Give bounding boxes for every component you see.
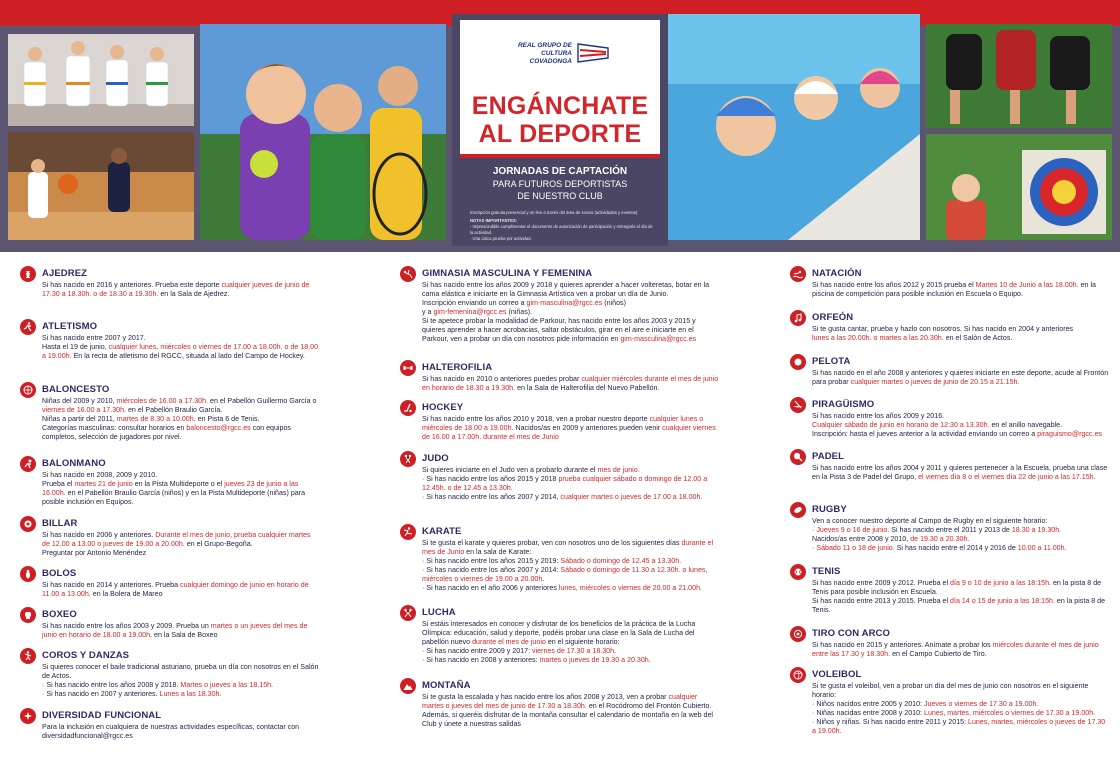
section-body: Para la inclusión en cualquiera de nuestras actividades específicas, contactar con diversidadfuncional@rgcc.es: [42, 723, 300, 740]
section-body: Si has nacido entre 2007 y 2017. Hasta el 19 de junio, cualquier lunes, miércoles o viernes de 17.00 a 18.00h. o de 18.00 a 19.00h. En la recta de atletismo del RGCC, situada al lado del Campo de Hockey.: [42, 334, 319, 360]
section-body: Si has nacido en 2016 y anteriores. Prueba este deporte cualquier jueves de junio de 17.30 a 18.30h. o de 18.30 a 19.30h. en la Sala de Ajedrez.: [42, 281, 310, 298]
section-lucha: [400, 605, 720, 675]
section-title: VOLEIBOL: [812, 669, 862, 680]
section-halterofilia: [400, 360, 720, 400]
section-body: Si estáis interesados en conocer y disfrutar de los beneficios de la práctica de la Lucha Olímpica: educación, salud y deporte, podéis probar una clase en la Sala de Lucha del pabellón nuevo durante el mes de junio en el siguiente horario: · Si has nacido entre 2009 y 2017: viernes de 17.30 a 18.30h. · Si has nacido en 2008 y anteriores: martes o jueves de 19.30 a 20.30h.: [422, 620, 696, 664]
section-body: Ven a conocer nuestro deporte al Campo de Rugby en el siguiente horario: · Jueves 9 o 16 de junio. Si has nacido entre el 2011 y 2013 de 18.30 a 19.30h. Nacidos/as entre 2008 y 2010, de 19.30 a 20.30h. · Sábado 11 o 18 de junio. Si has nacido entre el 2014 y 2016 de 10.00 a 11.00h.: [812, 517, 1067, 552]
jornadas-line-3: DE NUESTRO CLUB: [517, 191, 603, 201]
headline-line-2: AL DEPORTE: [478, 120, 642, 148]
section-title: ATLETISMO: [42, 321, 98, 332]
section-body: Si has nacido entre los años 2003 y 2009. Prueba un martes o un jueves del mes de junio en horario de 18.00 a 19.00h. en la Sala de Boxeo: [42, 622, 308, 639]
tennis-icon: [790, 564, 806, 580]
pelota-icon: [790, 354, 806, 370]
mountain-icon: [400, 678, 416, 694]
registration-notes: [470, 210, 656, 242]
boxing-icon: [20, 607, 36, 623]
section-body: Si te gusta cantar, prueba y hazlo con nosotros. Si has nacido en 2004 y anteriores lunes a las 20.00h. o martes a las 20.30h. en el Salón de Actos.: [812, 325, 1074, 342]
section-rugby: [790, 502, 1110, 560]
section-voleibol: [790, 667, 1110, 741]
section-title: LUCHA: [422, 607, 456, 618]
section-pelota: [790, 354, 1110, 394]
section-title: MONTAÑA: [422, 680, 471, 691]
section-body: Si has nacido entre los años 2009 y 2018 y quieres aprender a hacer volteretas, botar en la cama elástica e iniciarte en la Gimnasia Artística ven a probar un día de Junio. Inscripción enviando un correo a gim-masculina@rgcc.es (niños) y a gim-femenina@rgcc.es (niñas). Si te apetece probar la modalidad de Parkour, has nacido entre los años 2003 y 2015 y quieres aprender a hacer acrobacias, saltar obstáculos, girar en el aire e iniciarte en el Parkour, ven a probar un día con nosotros pide información en gim-masculina@rgcc.es: [422, 281, 710, 343]
section-title: AJEDREZ: [42, 268, 88, 279]
section-title: RUGBY: [812, 504, 847, 515]
section-billar: [20, 516, 320, 566]
section-body: Si has nacido en 2006 y anteriores. Durante el mes de junio, prueba cualquier martes de 12.00 a 13.00 o jueves de 19.00 a 20.00h. en el Grupo-Begoña. Preguntar por Antonio Menéndez: [42, 531, 311, 557]
section-body: Si has nacido entre los años 2004 y 2011 y quieres pertenecer a la Escuela, prueba una clase en la Pista 3 de Padel del Grupo, el viernes día 8 o el viernes día 22 de junio a las 17.15h.: [812, 464, 1108, 481]
judo-icon: [400, 451, 416, 467]
section-body: Si has nacido en 2010 o anteriores puedes probar cualquier miércoles durante el mes de junio en horario de 18.30 a 19.30h. en la Sala de Halterofilia del Nuevo Pabellón.: [422, 375, 719, 392]
section-body: Si te gusta el karate y quieres probar, ven con nosotros uno de los siguientes días durante el mes de Junio en la sala de Karate: · Si has nacido entre los años 2015 y 2019: Sábado o domingo de 12.45 a 13.30h. · Si has nacido entre los años 2007 y 2014: Sábado o domingo de 11.30 a 12.30h. o lunes, miércoles o viernes de 19.00 a 20.00h. · Si has nacido en el año 2006 y anteriores lunes, miércoles o viernes de 20.00 a 21.00h.: [422, 539, 714, 592]
chess-icon: [20, 266, 36, 282]
section-title: PADEL: [812, 451, 844, 462]
section-montana: [400, 678, 720, 740]
header-banner: [0, 0, 1120, 252]
dance-icon: [20, 648, 36, 664]
club-logo-text: REAL GRUPO DE CULTURA COVADONGA: [517, 42, 572, 65]
basketball-icon: [20, 382, 36, 398]
karate-kids-photo: [8, 34, 194, 126]
section-coros-y-danzas: [20, 648, 320, 708]
weightlifting-icon: [400, 360, 416, 376]
section-body: Si has nacido entre los años 2009 y 2016. Cualquier sábado de junio en horario de 12:30 a 13.30h. en el anillo navegable. Inscripción: hasta el jueves anterior a la actividad enviando un correo a piraguismo@rgcc.es: [812, 412, 1102, 438]
section-title: GIMNASIA MASCULINA Y FEMENINA: [422, 268, 593, 279]
section-judo: [400, 451, 720, 521]
section-title: BOXEO: [42, 609, 77, 620]
section-bolos: [20, 566, 320, 606]
section-padel: [790, 449, 1110, 497]
gymnastics-icon: [400, 266, 416, 282]
section-title: BALONCESTO: [42, 384, 110, 395]
logo-box: [460, 20, 660, 158]
section-body: Si quieres iniciarte en el Judo ven a probarlo durante el mes de junio. · Si has nacido entre los años 2015 y 2018 prueba cualquier sábado o domingo de 12.00 a 12.45h. o de 12.45 a 13.30h. · Si has nacido entre los años 2007 y 2014, cualquier martes o jueves de 17.00 a 18.00h.: [422, 466, 708, 501]
section-karate: [400, 524, 720, 604]
archery-icon: [790, 626, 806, 642]
section-body: Si has nacido entre los años 2010 y 2018, ven a probar nuestro deporte cualquier lunes o miércoles de 18.00 a 19.00h. Nacidos/as en 2009 y anteriores pueden venir cualquier viernes de 16.00 a 17.00h. durante el mes de Junio: [422, 415, 716, 441]
headline-line-1: ENGÁNCHATE: [471, 92, 649, 120]
section-hockey: [400, 400, 720, 450]
section-title: PIRAGÜISMO: [812, 399, 875, 410]
tennis-kids-photo: [200, 24, 446, 240]
billiard-icon: [20, 516, 36, 532]
section-tiro-con-arco: [790, 626, 1110, 666]
swimming-icon: [790, 266, 806, 282]
section-orfeon: [790, 310, 1110, 350]
section-title: JUDO: [422, 453, 449, 464]
section-title: BALONMANO: [42, 458, 106, 469]
section-title: PELOTA: [812, 356, 851, 367]
wrestling-icon: [400, 605, 416, 621]
hockey-icon: [400, 400, 416, 416]
section-title: ORFEÓN: [812, 312, 854, 323]
section-body: Si has nacido en 2008, 2009 y 2010. Prueba el martes 21 de junio en la Pista Multideporte o el jueves 23 de junio a las 16.00h. en el Pabellón Braulio García (niños) y en la Pista Multideporte (niñas) para posible inclusión en Equipos.: [42, 471, 306, 506]
section-title: HALTEROFILIA: [422, 362, 493, 373]
section-title: BOLOS: [42, 568, 77, 579]
swimming-kids-photo: [668, 14, 920, 240]
section-piraguismo: [790, 397, 1110, 447]
section-title: HOCKEY: [422, 402, 464, 413]
archery-photo: [926, 134, 1112, 240]
info-line-2: NOTAS IMPORTANTES:: [470, 218, 518, 223]
section-title: COROS Y DANZAS: [42, 650, 130, 661]
info-line-3: · Imprescindible cumplimentar el documento de autorización de participación y entregarlo el día de la actividad.: [470, 224, 653, 235]
section-title: DIVERSIDAD FUNCIONAL: [42, 710, 162, 721]
section-body: Si has nacido entre los años 2012 y 2015 prueba el Martes 10 de Junio a las 18.00h. en la piscina de competición para posible inclusión en Escuela o Equipo.: [812, 281, 1096, 298]
title-panel: [452, 14, 668, 246]
section-body: Niñas del 2009 y 2010, miércoles de 16.00 a 17.30h. en el Pabellón Guillermo García o viernes de 16.00 a 17.30h. en el Pabellón Braulio García. Niñas a partir del 2011, martes de 8.30 a 10.00h. en Pista 6 de Tenis. Categorías masculinas: consultar horarios en baloncesto@rgcc.es con equipos completos, selección de jugadores por nivel.: [42, 397, 317, 441]
section-body: Si has nacido entre 2009 y 2012. Prueba el día 9 o 10 de junio a las 18:15h. en la pista 8 de Tenis para posible inclusión en Escuela. Si has nacido entre 2013 y 2015. Prueba el día 14 o 15 de junio a las 18:15h. en la pista 8 de Tenis.: [812, 579, 1106, 614]
section-title: NATACIÓN: [812, 268, 862, 279]
section-body: Si te gusta el voleibol, ven a probar un día del mes de junio con nosotros en el siguiente horario: · Niños nacidos entre 2005 y 2010: Jueves o viernes de 17.30 a 19.00h. · Niñas nacidas entre 2008 y 2010: Lunes, martes, miércoles o viernes de 17.30 a 19.00h. · Niños y niñas. Si has nacido entre 2011 y 2015: Lunes, martes, miércoles o jueves de 17.30 a 19.00h.: [812, 682, 1106, 735]
section-body: Si has nacido en 2015 y anteriores. Anímate a probar los miércoles durante el mes de junio entre las 17.30 y 18.30h. en el Campo Cubierto de Tiro.: [812, 641, 1099, 658]
section-natacion: [790, 266, 1110, 306]
volleyball-icon: [790, 667, 806, 683]
section-gimnasia: [400, 266, 720, 358]
runner-icon: [20, 319, 36, 335]
rugby-photo: [926, 24, 1112, 128]
karate-icon: [400, 524, 416, 540]
rugby-icon: [790, 502, 806, 518]
section-boxeo: [20, 607, 320, 647]
section-body: Si has nacido en el año 2008 y anteriores y quieres iniciarte en este deporte, acude al Frontón para probar cualquier martes o jueves de junio de 20.15 a 21.15h.: [812, 369, 1109, 386]
section-baloncesto: [20, 382, 320, 454]
section-title: TENIS: [812, 566, 841, 577]
section-title: BILLAR: [42, 518, 78, 529]
jornadas-line-2: PARA FUTUROS DEPORTISTAS: [492, 179, 628, 189]
basketball-photo: [8, 132, 194, 240]
bowling-icon: [20, 566, 36, 582]
section-body: Si quieres conocer el baile tradicional asturiano, prueba un día con nosotros en el Salón de Actos. · Si has nacido entre los años 2008 y 2018. Martes o jueves a las 18.15h. · Si has nacido en 2007 y anteriores. Lunes a las 18.30h.: [42, 663, 319, 698]
section-body: Si te gusta la escalada y has nacido entre los años 2008 y 2013, ven a probar cualquier martes o jueves del mes de junio de 17.30 a 18.30h. en el Rocódromo del Frontón Cubierto. Además, si queréis disfrutar de la montaña consultar el calendario de montaña en la web del Club y únete a nuestras salidas: [422, 693, 714, 728]
jornadas-line-1: JORNADAS DE CAPTACIÓN: [492, 166, 628, 177]
section-tenis: [790, 564, 1110, 622]
headline: [460, 92, 660, 148]
section-ajedrez: [20, 266, 320, 310]
section-title: KARATE: [422, 526, 462, 537]
info-line-4: · Una única prueba por actividad.: [470, 236, 532, 241]
section-diversidad-funcional: [20, 708, 320, 748]
padel-icon: [790, 449, 806, 465]
club-flag-icon: [576, 42, 610, 64]
handball-icon: [20, 456, 36, 472]
section-balonmano: [20, 456, 320, 516]
jornadas-title: [462, 166, 658, 202]
canoe-icon: [790, 397, 806, 413]
music-icon: [790, 310, 806, 326]
section-body: Si has nacido en 2014 y anteriores. Prueba cualquier domingo de junio en horario de 11.00 a 13.00h. en la Bolera de Mareo: [42, 581, 309, 598]
info-line-1: Inscripción gratuita presencial y on line a través del área de socios (actividades y eventos): [470, 210, 638, 215]
section-title: TIRO CON ARCO: [812, 628, 891, 639]
inclusion-icon: [20, 708, 36, 724]
